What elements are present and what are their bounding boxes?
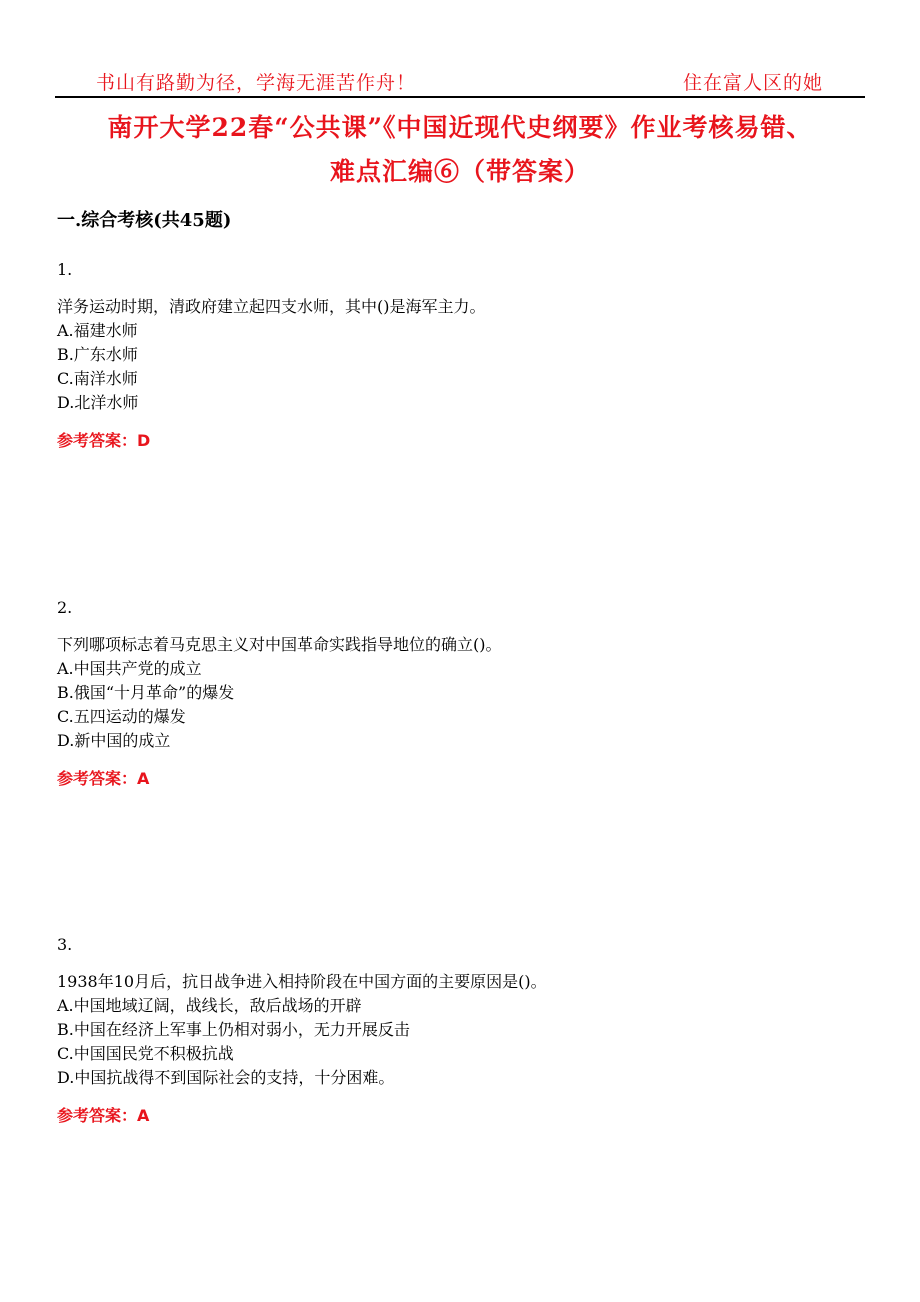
reference-answer: 参考答案：D xyxy=(57,431,151,450)
question-text: 下列哪项标志着马克思主义对中国革命实践指导地位的确立()。 xyxy=(57,635,502,654)
reference-answer: 参考答案：A xyxy=(57,1106,150,1125)
section-heading: 一.综合考核(共45题) xyxy=(57,210,232,231)
header-author: 住在富人区的她 xyxy=(682,72,823,94)
option-a: A.中国共产党的成立 xyxy=(57,659,202,678)
question-1 xyxy=(57,258,857,453)
question-number: 1. xyxy=(57,260,73,279)
option-c: C.五四运动的爆发 xyxy=(57,707,186,726)
option-b: B.中国在经济上军事上仍相对弱小，无力开展反击 xyxy=(57,1020,410,1039)
question-text: 1938年10月后，抗日战争进入相持阶段在中国方面的主要原因是()。 xyxy=(57,972,547,991)
option-b: B.广东水师 xyxy=(57,345,138,364)
option-b: B.俄国“十月革命”的爆发 xyxy=(57,683,235,702)
option-a: A.福建水师 xyxy=(57,321,138,340)
document-title-line-1: 南开大学22春“公共课”《中国近现代史纲要》作业考核易错、 xyxy=(107,113,813,142)
option-c: C.中国国民党不积极抗战 xyxy=(57,1044,234,1063)
question-number: 3. xyxy=(57,935,73,954)
document-title-line-2: 难点汇编⑥（带答案） xyxy=(329,157,590,186)
option-a: A.中国地域辽阔，战线长，敌后战场的开辟 xyxy=(57,996,362,1015)
option-d: D.中国抗战得不到国际社会的支持，十分困难。 xyxy=(57,1068,395,1087)
question-3 xyxy=(57,933,857,1128)
question-2 xyxy=(57,596,857,791)
question-text: 洋务运动时期，清政府建立起四支水师，其中()是海军主力。 xyxy=(57,297,486,316)
page-header xyxy=(55,66,865,98)
reference-answer: 参考答案：A xyxy=(57,769,150,788)
option-c: C.南洋水师 xyxy=(57,369,138,388)
question-number: 2. xyxy=(57,598,73,617)
option-d: D.新中国的成立 xyxy=(57,731,171,750)
header-motto: 书山有路勤为径，学海无涯苦作舟！ xyxy=(96,72,417,94)
option-d: D.北洋水师 xyxy=(57,393,139,412)
